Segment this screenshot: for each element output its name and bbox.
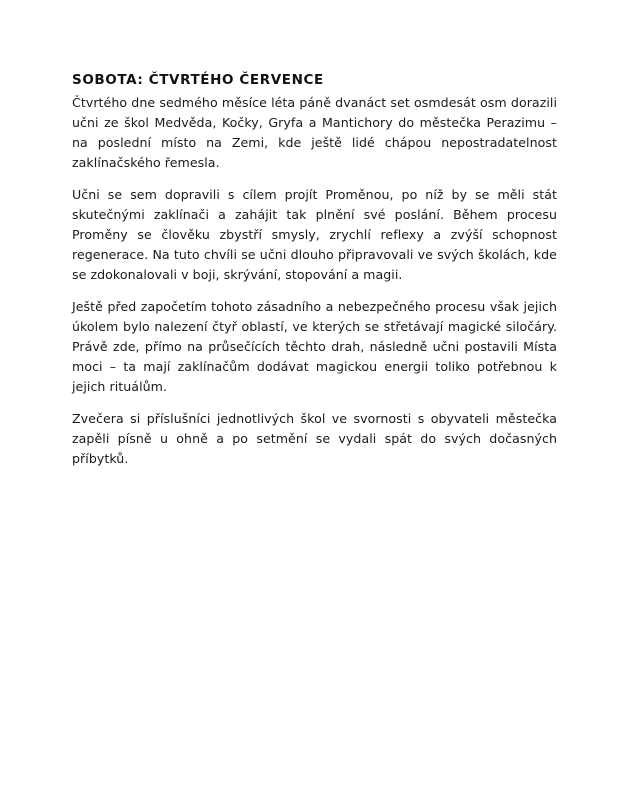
paragraph-1: Čtvrtého dne sedmého měsíce léta páně dvanáct set osmdesát osm dorazili učni ze škol Medvěda, Kočky, Gryfa a Mantichory do městečka Perazimu – na poslední místo na Zemi, kde ještě lidé chápou nepostradatelnost zaklínačského řemesla. [72, 95, 557, 170]
paragraph-2: Učni se sem dopravili s cílem projít Proměnou, po níž by se měli stát skutečnými zaklínači a zahájit tak plnění své poslání. Během procesu Proměny se člověku zbystří smysly, zrychlí reflexy a zvýší schopnost regenerace. Na tuto chvíli se učni dlouho připravovali ve svých školách, kde se zdokonalovali v boji, skrývání, stopování a magii. [72, 187, 557, 282]
document-page [72, 70, 557, 481]
page-heading: SOBOTA: ČTVRTÉHO ČERVENCE [72, 72, 324, 88]
paragraph-3: Ještě před započetím tohoto zásadního a nebezpečného procesu však jejich úkolem bylo nalezení čtyř oblastí, ve kterých se střetávají magické siločáry. Právě zde, přímo na průsečících těchto drah, následně učni postavili Místa moci – ta mají zaklínačům dodávat magickou energii toliko potřebnou k jejich rituálům. [72, 299, 557, 394]
paragraph-4: Zvečera si příslušníci jednotlivých škol ve svornosti s obyvateli městečka zapěli písně u ohně a po setmění se vydali spát do svých dočasných příbytků. [72, 411, 557, 466]
